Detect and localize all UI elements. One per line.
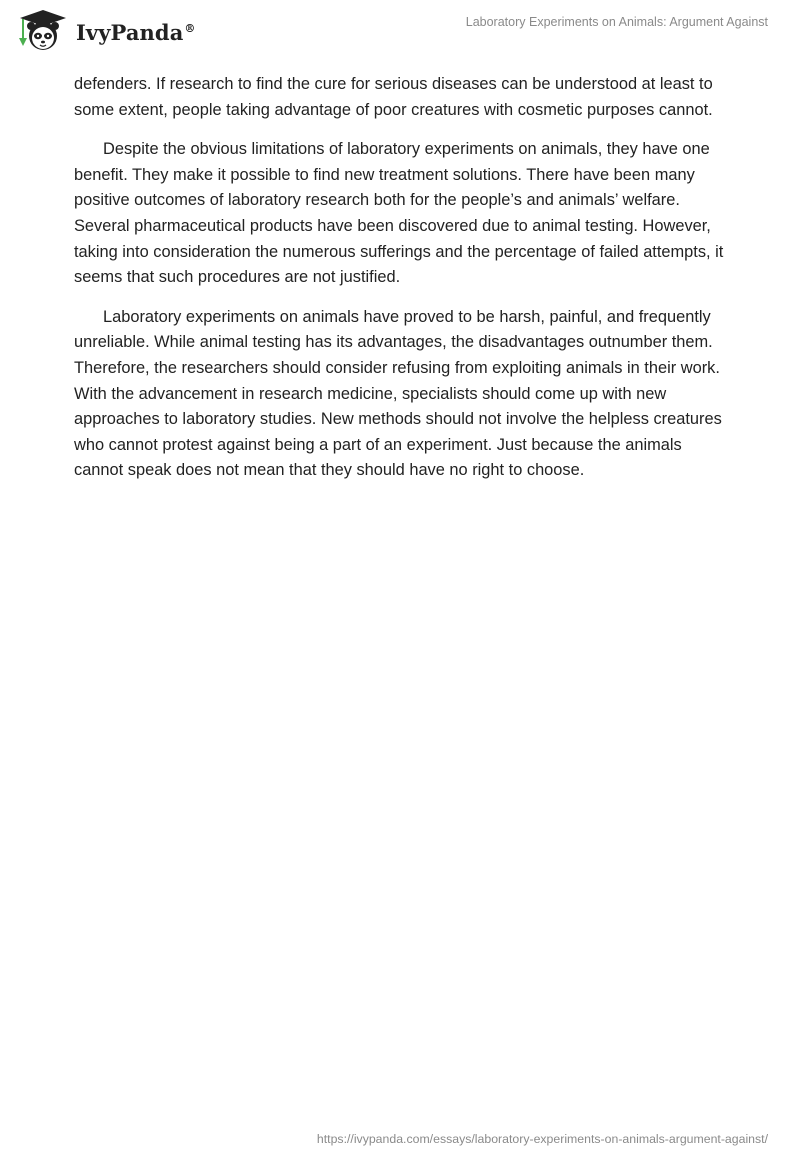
paragraph-1: defenders. If research to find the cure for serious diseases can be understood at least to some extent, people taking advantage of poor creatures with cosmetic purposes cannot.	[74, 75, 713, 119]
source-url-link[interactable]: https://ivypanda.com/essays/laboratory-experiments-on-animals-argument-against/	[316, 1132, 768, 1146]
panda-logo-icon	[14, 8, 72, 54]
page-header	[0, 0, 800, 64]
document-title: Laboratory Experiments on Animals: Argument Against	[465, 15, 768, 29]
paragraph-3: Laboratory experiments on animals have proved to be harsh, painful, and frequently unreliable. While animal testing has its advantages, the disadvantages outnumber them. Therefore, the researchers should consider refusing from exploiting animals in their work. With the advancement in research medicine, specialists should come up with new approaches to laboratory studies. New methods should not involve the helpless creatures who cannot protest against being a part of an experiment. Just because the animals cannot speak does not mean that they should have no right to choose.	[74, 307, 722, 480]
paragraph-2: Despite the obvious limitations of laboratory experiments on animals, they have one benefit. They make it possible to find new treatment solutions. There have been many positive outcomes of laboratory research both for the people’s and animals’ welfare. Several pharmaceutical products have been discovered due to animal testing. However, taking into consideration the numerous sufferings and the percentage of failed attempts, it seems that such procedures are not justified.	[74, 140, 724, 287]
registered-mark: ®	[184, 21, 196, 35]
essay-body	[74, 72, 734, 498]
ivypanda-logo[interactable]	[14, 8, 196, 54]
logo-text: IvyPanda	[76, 19, 184, 45]
logo-wordmark	[76, 20, 196, 45]
